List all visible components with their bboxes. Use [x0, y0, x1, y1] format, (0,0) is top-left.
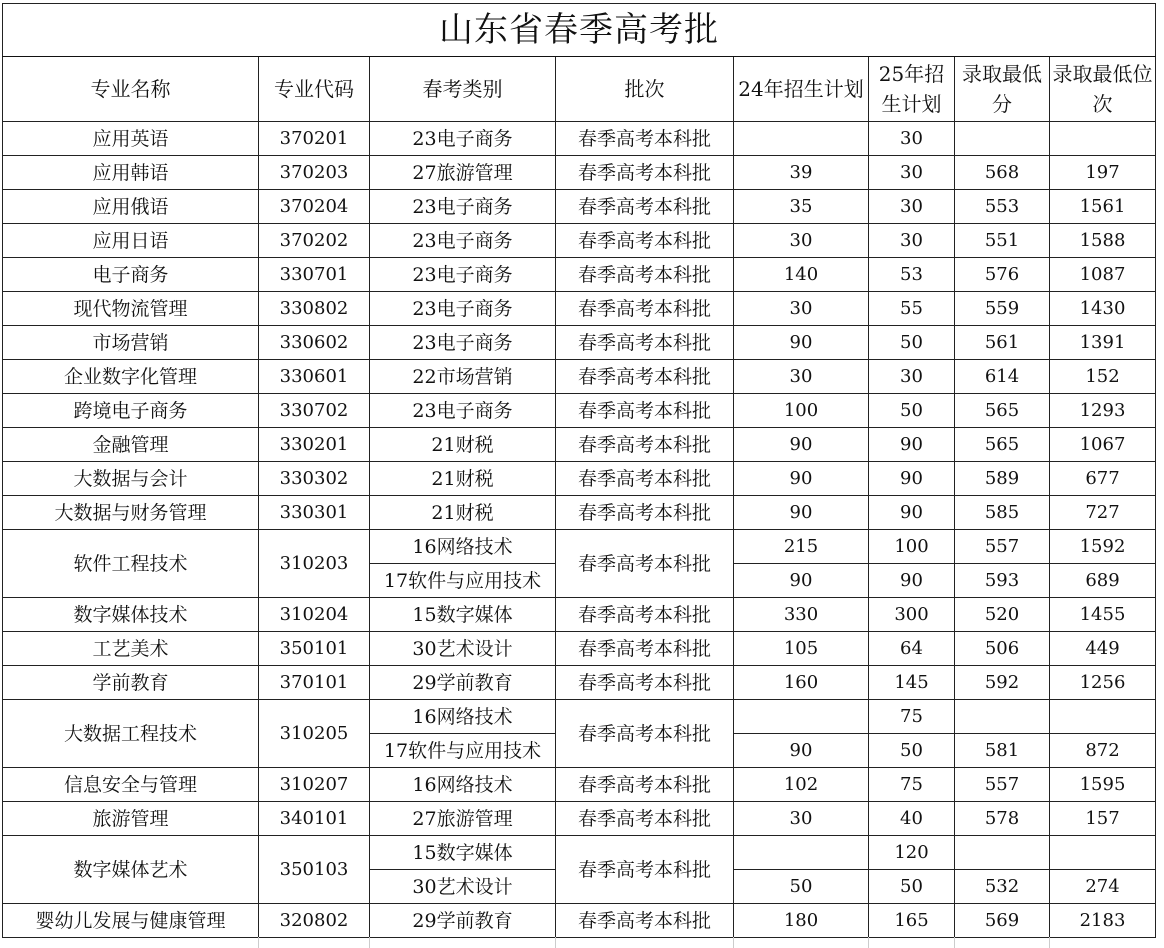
exam-category-cell: 17软件与应用技术 [370, 564, 556, 598]
min-score-cell: 576 [955, 258, 1050, 292]
plan-25-cell: 145 [869, 666, 955, 700]
major-name-cell: 金融管理 [3, 428, 259, 462]
major-name-cell: 市场营销 [3, 326, 259, 360]
table-row [3, 700, 1156, 734]
major-code-cell: 330302 [259, 462, 370, 496]
major-code-cell: 310204 [259, 598, 370, 632]
plan-24-cell: 30 [734, 802, 869, 836]
batch-cell: 春季高考本科批 [556, 292, 734, 326]
plan-24-cell: 105 [734, 632, 869, 666]
major-name-cell: 大数据与财务管理 [3, 496, 259, 530]
batch-cell: 春季高考本科批 [556, 462, 734, 496]
grid-line [868, 937, 869, 948]
exam-category-cell: 27旅游管理 [370, 802, 556, 836]
major-name-cell: 应用韩语 [3, 156, 259, 190]
plan-25-cell: 90 [869, 496, 955, 530]
min-score-cell: 565 [955, 394, 1050, 428]
exam-category-cell: 21财税 [370, 496, 556, 530]
plan-24-cell: 90 [734, 496, 869, 530]
plan-24-cell: 90 [734, 428, 869, 462]
plan-25-cell: 50 [869, 326, 955, 360]
batch-cell: 春季高考本科批 [556, 360, 734, 394]
min-score-cell: 557 [955, 768, 1050, 802]
batch-cell: 春季高考本科批 [556, 156, 734, 190]
plan-25-cell: 165 [869, 904, 955, 938]
major-name-cell: 旅游管理 [3, 802, 259, 836]
batch-cell: 春季高考本科批 [556, 530, 734, 598]
major-name-cell: 数字媒体艺术 [3, 836, 259, 904]
major-name-cell: 数字媒体技术 [3, 598, 259, 632]
batch-cell: 春季高考本科批 [556, 904, 734, 938]
header-plan-25: 25年招生计划 [869, 57, 955, 122]
plan-25-cell: 75 [869, 768, 955, 802]
exam-category-cell: 21财税 [370, 428, 556, 462]
min-rank-cell: 727 [1050, 496, 1156, 530]
major-code-cell: 330602 [259, 326, 370, 360]
exam-category-cell: 23电子商务 [370, 394, 556, 428]
min-score-cell: 569 [955, 904, 1050, 938]
min-rank-cell: 1595 [1050, 768, 1156, 802]
header-major-name: 专业名称 [3, 57, 259, 122]
grid-line [954, 937, 955, 948]
exam-category-cell: 22市场营销 [370, 360, 556, 394]
header-min-rank: 录取最低位次 [1050, 57, 1156, 122]
major-name-cell: 现代物流管理 [3, 292, 259, 326]
min-rank-cell [1050, 836, 1156, 870]
batch-cell: 春季高考本科批 [556, 496, 734, 530]
major-name-cell: 大数据与会计 [3, 462, 259, 496]
table-row [3, 836, 1156, 870]
major-code-cell: 370202 [259, 224, 370, 258]
exam-category-cell: 21财税 [370, 462, 556, 496]
major-code-cell: 350101 [259, 632, 370, 666]
grid-line [258, 937, 259, 948]
exam-category-cell: 23电子商务 [370, 326, 556, 360]
batch-cell: 春季高考本科批 [556, 666, 734, 700]
plan-24-cell: 30 [734, 292, 869, 326]
table-row [3, 598, 1156, 632]
plan-25-cell: 300 [869, 598, 955, 632]
min-score-cell: 532 [955, 870, 1050, 904]
batch-cell: 春季高考本科批 [556, 428, 734, 462]
plan-25-cell: 100 [869, 530, 955, 564]
min-rank-cell: 1592 [1050, 530, 1156, 564]
table-row [3, 768, 1156, 802]
min-score-cell: 565 [955, 428, 1050, 462]
batch-cell: 春季高考本科批 [556, 836, 734, 904]
major-name-cell: 工艺美术 [3, 632, 259, 666]
table-row [3, 190, 1156, 224]
plan-25-cell: 30 [869, 122, 955, 156]
min-score-cell: 551 [955, 224, 1050, 258]
min-score-cell: 559 [955, 292, 1050, 326]
plan-25-cell: 120 [869, 836, 955, 870]
plan-25-cell: 90 [869, 428, 955, 462]
exam-category-cell: 16网络技术 [370, 768, 556, 802]
major-name-cell: 应用英语 [3, 122, 259, 156]
exam-category-cell: 30艺术设计 [370, 870, 556, 904]
min-score-cell: 553 [955, 190, 1050, 224]
plan-24-cell: 90 [734, 462, 869, 496]
min-rank-cell: 1430 [1050, 292, 1156, 326]
min-score-cell: 506 [955, 632, 1050, 666]
table-row [3, 462, 1156, 496]
plan-24-cell: 100 [734, 394, 869, 428]
plan-25-cell: 50 [869, 734, 955, 768]
major-code-cell: 310203 [259, 530, 370, 598]
min-rank-cell: 1588 [1050, 224, 1156, 258]
plan-25-cell: 75 [869, 700, 955, 734]
plan-25-cell: 40 [869, 802, 955, 836]
batch-cell: 春季高考本科批 [556, 258, 734, 292]
header-row [3, 57, 1156, 122]
min-score-cell: 578 [955, 802, 1050, 836]
batch-cell: 春季高考本科批 [556, 190, 734, 224]
table-row [3, 632, 1156, 666]
plan-25-cell: 30 [869, 360, 955, 394]
major-name-cell: 大数据工程技术 [3, 700, 259, 768]
major-name-cell: 信息安全与管理 [3, 768, 259, 802]
batch-cell: 春季高考本科批 [556, 768, 734, 802]
plan-24-cell: 90 [734, 734, 869, 768]
min-rank-cell [1050, 122, 1156, 156]
exam-category-cell: 16网络技术 [370, 530, 556, 564]
min-rank-cell: 1087 [1050, 258, 1156, 292]
plan-25-cell: 53 [869, 258, 955, 292]
plan-24-cell: 160 [734, 666, 869, 700]
min-rank-cell: 157 [1050, 802, 1156, 836]
grid-line [555, 937, 556, 948]
exam-category-cell: 27旅游管理 [370, 156, 556, 190]
exam-category-cell: 30艺术设计 [370, 632, 556, 666]
batch-cell: 春季高考本科批 [556, 700, 734, 768]
major-code-cell: 330201 [259, 428, 370, 462]
batch-cell: 春季高考本科批 [556, 122, 734, 156]
batch-cell: 春季高考本科批 [556, 598, 734, 632]
min-score-cell: 557 [955, 530, 1050, 564]
plan-24-cell: 215 [734, 530, 869, 564]
table-row [3, 394, 1156, 428]
min-rank-cell: 872 [1050, 734, 1156, 768]
min-score-cell: 593 [955, 564, 1050, 598]
grid-line [369, 937, 370, 948]
plan-25-cell: 50 [869, 870, 955, 904]
admission-table [2, 3, 1156, 938]
major-name-cell: 应用日语 [3, 224, 259, 258]
plan-25-cell: 90 [869, 564, 955, 598]
plan-25-cell: 30 [869, 224, 955, 258]
table-row [3, 122, 1156, 156]
major-code-cell: 330701 [259, 258, 370, 292]
table-row [3, 326, 1156, 360]
min-score-cell [955, 836, 1050, 870]
min-rank-cell: 152 [1050, 360, 1156, 394]
table-row [3, 904, 1156, 938]
major-name-cell: 软件工程技术 [3, 530, 259, 598]
plan-24-cell [734, 836, 869, 870]
table-row [3, 156, 1156, 190]
plan-24-cell: 90 [734, 564, 869, 598]
plan-24-cell [734, 122, 869, 156]
major-code-cell: 320802 [259, 904, 370, 938]
major-name-cell: 应用俄语 [3, 190, 259, 224]
min-rank-cell: 1256 [1050, 666, 1156, 700]
plan-24-cell: 330 [734, 598, 869, 632]
min-score-cell: 561 [955, 326, 1050, 360]
header-exam-category: 春考类别 [370, 57, 556, 122]
min-rank-cell: 677 [1050, 462, 1156, 496]
min-rank-cell: 2183 [1050, 904, 1156, 938]
min-score-cell: 520 [955, 598, 1050, 632]
min-rank-cell: 1293 [1050, 394, 1156, 428]
table-row [3, 666, 1156, 700]
major-code-cell: 330301 [259, 496, 370, 530]
min-rank-cell: 449 [1050, 632, 1156, 666]
major-name-cell: 婴幼儿发展与健康管理 [3, 904, 259, 938]
major-code-cell: 330601 [259, 360, 370, 394]
min-score-cell [955, 122, 1050, 156]
table-row [3, 258, 1156, 292]
header-batch: 批次 [556, 57, 734, 122]
min-rank-cell: 1067 [1050, 428, 1156, 462]
major-code-cell: 330702 [259, 394, 370, 428]
plan-24-cell: 30 [734, 360, 869, 394]
min-rank-cell: 1561 [1050, 190, 1156, 224]
plan-24-cell: 140 [734, 258, 869, 292]
min-rank-cell: 274 [1050, 870, 1156, 904]
plan-24-cell: 50 [734, 870, 869, 904]
plan-24-cell: 102 [734, 768, 869, 802]
min-score-cell: 592 [955, 666, 1050, 700]
min-score-cell: 568 [955, 156, 1050, 190]
plan-25-cell: 64 [869, 632, 955, 666]
grid-line [1049, 937, 1050, 948]
header-plan-24: 24年招生计划 [734, 57, 869, 122]
batch-cell: 春季高考本科批 [556, 802, 734, 836]
exam-category-cell: 23电子商务 [370, 292, 556, 326]
header-major-code: 专业代码 [259, 57, 370, 122]
table-row [3, 360, 1156, 394]
table-row [3, 530, 1156, 564]
major-code-cell: 330802 [259, 292, 370, 326]
batch-cell: 春季高考本科批 [556, 326, 734, 360]
exam-category-cell: 15数字媒体 [370, 836, 556, 870]
major-code-cell: 370203 [259, 156, 370, 190]
plan-25-cell: 50 [869, 394, 955, 428]
min-rank-cell: 689 [1050, 564, 1156, 598]
min-score-cell: 614 [955, 360, 1050, 394]
table-row [3, 802, 1156, 836]
major-name-cell: 企业数字化管理 [3, 360, 259, 394]
table-row [3, 224, 1156, 258]
min-rank-cell [1050, 700, 1156, 734]
plan-24-cell: 35 [734, 190, 869, 224]
exam-category-cell: 23电子商务 [370, 122, 556, 156]
exam-category-cell: 17软件与应用技术 [370, 734, 556, 768]
plan-25-cell: 55 [869, 292, 955, 326]
min-rank-cell: 197 [1050, 156, 1156, 190]
plan-24-cell [734, 700, 869, 734]
batch-cell: 春季高考本科批 [556, 394, 734, 428]
major-code-cell: 310205 [259, 700, 370, 768]
major-code-cell: 370201 [259, 122, 370, 156]
exam-category-cell: 16网络技术 [370, 700, 556, 734]
table-row [3, 496, 1156, 530]
major-code-cell: 340101 [259, 802, 370, 836]
table-title: 山东省春季高考批 [3, 4, 1156, 57]
major-name-cell: 跨境电子商务 [3, 394, 259, 428]
batch-cell: 春季高考本科批 [556, 632, 734, 666]
plan-24-cell: 39 [734, 156, 869, 190]
exam-category-cell: 23电子商务 [370, 258, 556, 292]
min-score-cell: 581 [955, 734, 1050, 768]
plan-25-cell: 30 [869, 156, 955, 190]
plan-24-cell: 180 [734, 904, 869, 938]
exam-category-cell: 23电子商务 [370, 224, 556, 258]
min-rank-cell: 1455 [1050, 598, 1156, 632]
major-code-cell: 370204 [259, 190, 370, 224]
exam-category-cell: 29学前教育 [370, 666, 556, 700]
plan-24-cell: 90 [734, 326, 869, 360]
plan-24-cell: 30 [734, 224, 869, 258]
table-row [3, 292, 1156, 326]
batch-cell: 春季高考本科批 [556, 224, 734, 258]
major-name-cell: 电子商务 [3, 258, 259, 292]
table-row [3, 428, 1156, 462]
min-score-cell: 585 [955, 496, 1050, 530]
header-min-score: 录取最低分 [955, 57, 1050, 122]
exam-category-cell: 23电子商务 [370, 190, 556, 224]
major-name-cell: 学前教育 [3, 666, 259, 700]
grid-line [733, 937, 734, 948]
min-score-cell [955, 700, 1050, 734]
plan-25-cell: 30 [869, 190, 955, 224]
min-score-cell: 589 [955, 462, 1050, 496]
major-code-cell: 370101 [259, 666, 370, 700]
plan-25-cell: 90 [869, 462, 955, 496]
major-code-cell: 310207 [259, 768, 370, 802]
major-code-cell: 350103 [259, 836, 370, 904]
exam-category-cell: 29学前教育 [370, 904, 556, 938]
min-rank-cell: 1391 [1050, 326, 1156, 360]
exam-category-cell: 15数字媒体 [370, 598, 556, 632]
